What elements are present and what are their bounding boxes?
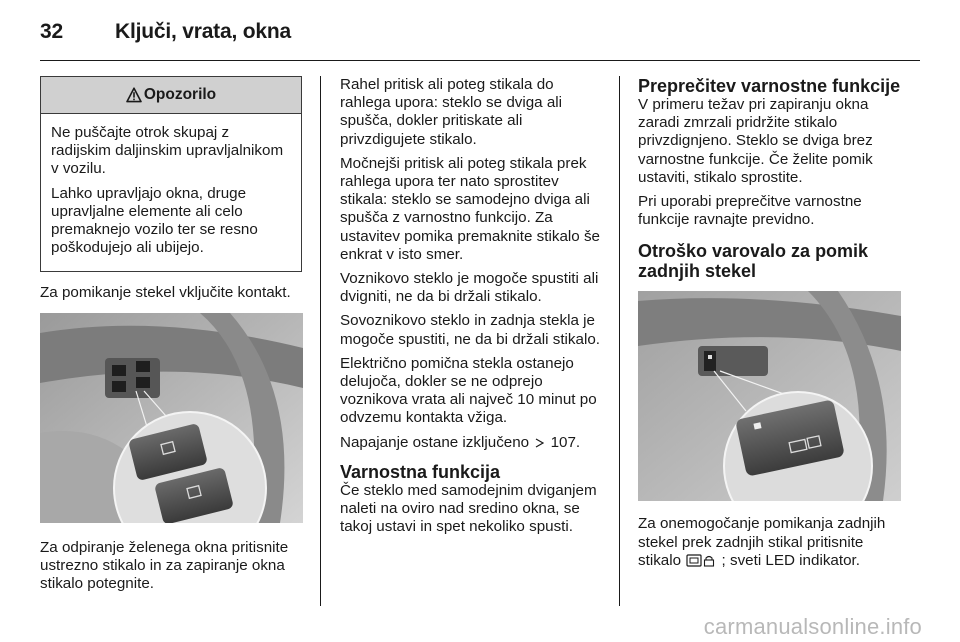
column-divider (619, 76, 620, 606)
paragraph (340, 434, 608, 452)
column-2 (340, 76, 608, 542)
warning-paragraph: Ne puščajte otrok skupaj z radijskim daljinskim upravljalnikom v vozilu. (51, 124, 284, 178)
paragraph: Za odpiranje želenega okna pritisnite ustrezno stikalo in za zapiranje okna stikalo potegnite. (40, 538, 289, 593)
warning-triangle-icon (126, 87, 142, 103)
door-switch-photo (40, 313, 303, 523)
paragraph: Močnejši pritisk ali poteg stikala prek rahlega upora ter nato sprostitev stikala: steklo se samodejno dviga ali spušča z varnostno funkcijo. Za ustavitev pomika premaknite stikalo še enkrat v isto smer. (340, 154, 600, 263)
section-heading: Otroško varovalo za pomik zadnjih stekel (638, 241, 869, 282)
page-reference: 107. (550, 433, 581, 451)
paragraph: Če steklo med samodejnim dviganjem naleti na oviro nad sredino okna, se takoj ustavi in spet nekoliko spusti. (340, 481, 597, 536)
warning-body (41, 114, 301, 271)
window-switch-illustration (40, 313, 303, 523)
page-title: Ključi, vrata, okna (115, 20, 291, 43)
paragraph: Pri uporabi preprečitve varnostne funkcije ravnajte previdno. (638, 193, 862, 229)
paragraph: V primeru težav pri zapiranju okna zaradi zmrzali pridržite stikalo privzdignjeno. Steklo se dviga brez varnostne funkcije. Če želite pomik ustaviti, stikalo sprostite. (638, 96, 873, 186)
column-3 (638, 76, 906, 576)
page-reference-arrow-icon (535, 438, 544, 448)
paragraph: Voznikovo steklo je mogoče spustiti ali dvigniti, ne da bi držali stikalo. (340, 270, 599, 306)
section-heading: Varnostna funkcija (340, 461, 501, 482)
paragraph: Rahel pritisk ali poteg stikala do rahlega upora: steklo se dviga ali spušča, dokler pritiskate ali privzdigujete stikalo. (340, 76, 563, 148)
page-number: 32 (40, 20, 63, 43)
child-lock-switch-photo (638, 291, 901, 501)
child-lock-switch-icon (686, 554, 716, 567)
paragraph-text: Napajanje ostane izključeno (340, 433, 530, 451)
page-header (40, 20, 291, 44)
header-rule (40, 60, 920, 61)
paragraph: Za pomikanje stekel vključite kontakt. (40, 284, 291, 302)
column-1 (40, 76, 303, 599)
watermark: carmanualsonline.info (703, 614, 922, 639)
paragraph: Električno pomična stekla ostanejo delujoča, dokler se ne odprejo voznikova vrata ali največ 10 minut po odvzemu kontakta vžiga. (340, 354, 597, 427)
paragraph (638, 515, 906, 570)
section-heading: Preprečitev varnostne funkcije (638, 76, 901, 96)
warning-header (41, 77, 301, 114)
paragraph-text: Za onemogočanje pomikanja zadnjih stekel prek zadnjih stikal pritisnite stikalo (638, 515, 886, 569)
paragraph: Sovoznikovo steklo in zadnja stekla je mogoče spustiti, ne da bi držali stikalo. (340, 312, 601, 348)
warning-paragraph: Lahko upravljajo okna, druge upravljalne elemente ali celo premaknejo vozilo ter se resno poškodujejo ali ubijejo. (51, 184, 258, 257)
warning-box (40, 76, 302, 272)
paragraph-text: ; sveti LED indikator. (721, 551, 860, 569)
child-lock-illustration (638, 291, 901, 501)
warning-title: Opozorilo (143, 85, 217, 103)
column-divider (320, 76, 321, 606)
